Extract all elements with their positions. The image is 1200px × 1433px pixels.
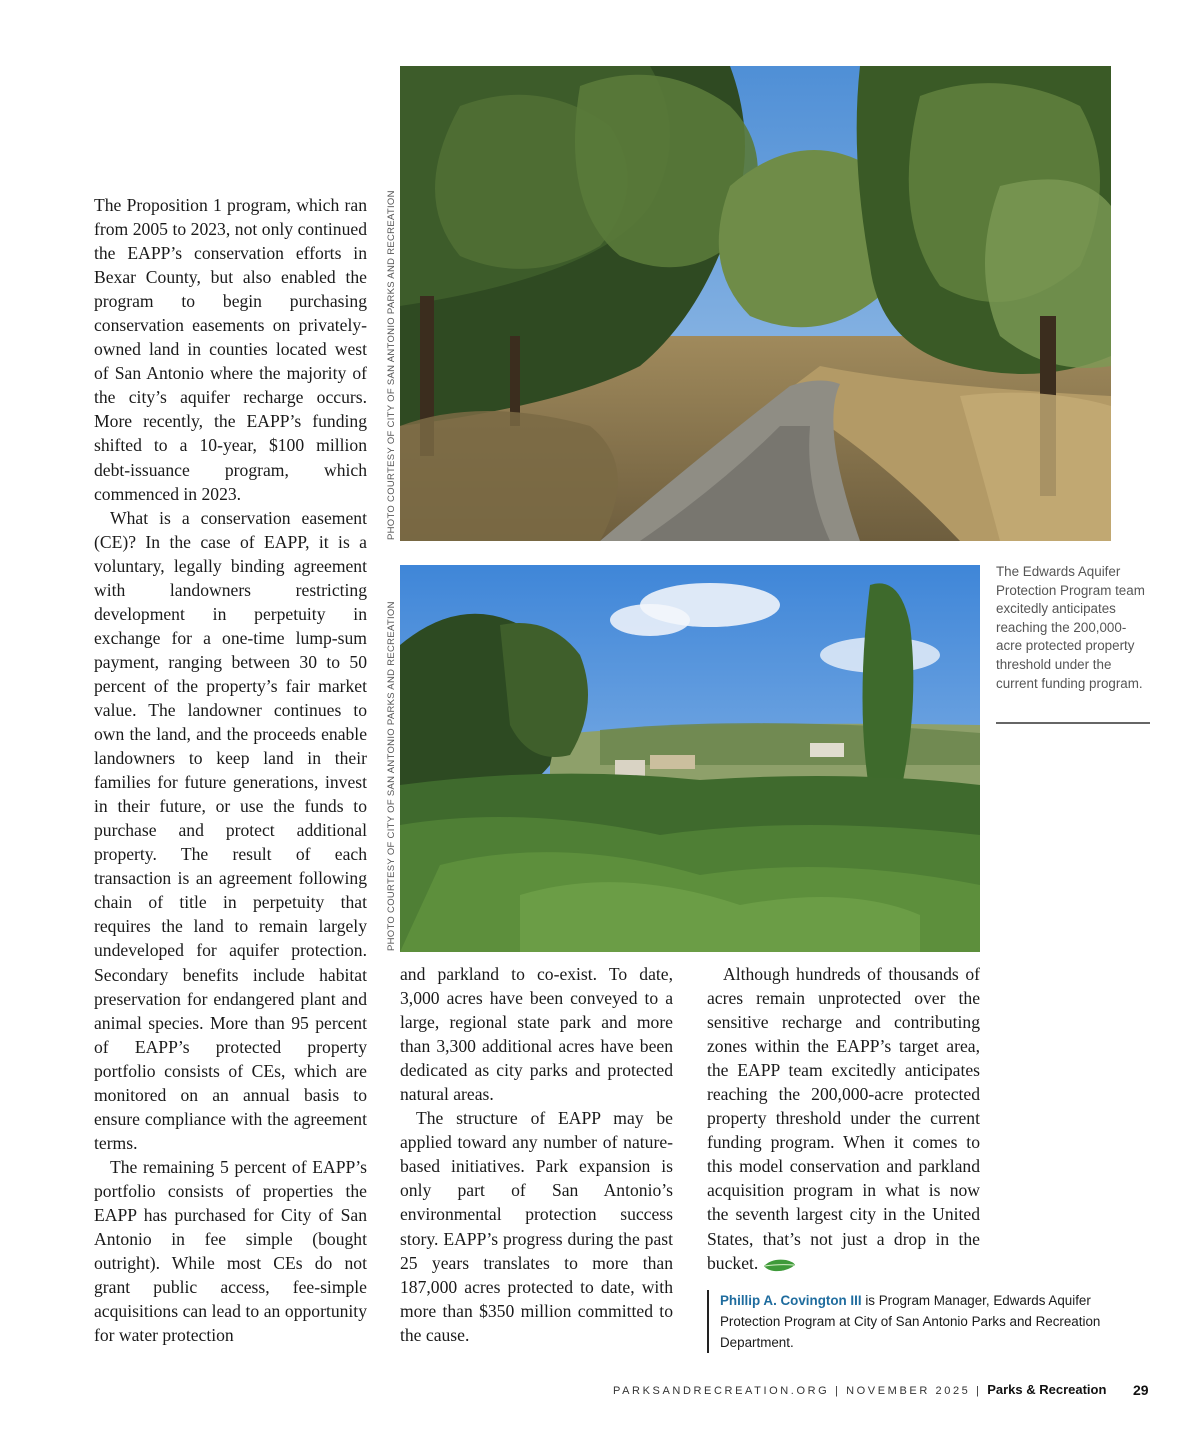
author-name: Phillip A. Covington III [720,1293,862,1308]
trail-photo [400,66,1111,541]
author-bio [707,1290,1127,1353]
photo-caption: The Edwards Aquifer Protection Program team excitedly anticipates reaching the 200,000-acre protected property threshold under the current funding program. [996,564,1145,691]
paragraph-text: Although hundreds of thousands of acres remain unprotected over the sensitive recharge and contributing zones within the EAPP’s target area, the EAPP team excitedly anticipates reaching the 200,000-acre protected property threshold under the current funding program. When it comes to this model conservation and parkland acquisition program in what is now the seventh largest city in the United States, that’s not just a drop in the bucket. [707,964,980,1273]
paragraph: The structure of EAPP may be applied toward any number of nature-based initiatives. Park expansion is only part of San Antonio’s environmental protection success story. EAPP’s progress during the past 25 years translates to more than 187,000 acres protected to date, with more than $350 million committed to the cause. [400,1108,673,1345]
page-number: 29 [1133,1382,1149,1398]
author-bio-text: is Program Manager, Edwards Aquifer Protection Program at City of San Antonio Parks and Recreation Department. [720,1293,1101,1350]
footer-separator: | [970,1385,988,1397]
footer-site: PARKSANDRECREATION.ORG [613,1385,830,1397]
article-column-2 [400,962,673,1347]
paragraph: The remaining 5 percent of EAPP’s portfolio consists of properties the EAPP has purchased for City of San Antonio in fee simple (bought outright). While most CEs do not grant public access, fee-simple acquisitions can lead to an opportunity for water protection [94,1156,367,1346]
footer-issue: NOVEMBER 2025 [846,1385,971,1397]
paragraph: The Proposition 1 program, which ran from 2005 to 2023, not only continued the EAPP’s conservation efforts in Bexar County, but also enabled the program to begin purchasing conservation easements on privately-owned land in counties located west of San Antonio where the majority of the city’s aquifer recharge occurs. More recently, the EAPP’s funding shifted to a 10-year, $100 million debt-issuance program, which commenced in 2023. [94,195,367,504]
paragraph [707,962,980,1275]
article-column-1 [94,193,367,1347]
hill-country-photo [400,565,980,952]
footer-magazine: Parks & Recreation [987,1382,1107,1397]
article-column-3 [707,962,980,1275]
photo-credit: PHOTO COURTESY OF CITY OF SAN ANTONIO PARKS AND RECREATION [386,190,397,540]
paragraph: What is a conservation easement (CE)? In the case of EAPP, it is a voluntary, legally binding agreement with landowners restricting development in perpetuity in exchange for a one-time lump-sum payment, ranging between 30 to 50 percent of the property’s fair market value. The landowner continues to own the land, and the proceeds enable landowners to keep land in their families for future generations, invest in their future, or use the funds to purchase and protect additional property. The result of each transaction is an agreement following chain of title in perpetuity that requires the land to remain largely undeveloped for aquifer protection. Secondary benefits include habitat preservation for endangered plant and animal species. More than 95 percent of EAPP’s protected property portfolio consists of CEs, which are monitored on an annual basis to ensure compliance with the agreement terms. [94,507,367,1153]
leaf-icon [762,1257,796,1273]
paragraph: and parkland to co-exist. To date, 3,000 acres have been conveyed to a large, regional state park and more than 3,300 additional acres have been dedicated as city parks and protected natural areas. [400,964,673,1105]
caption-rule [996,722,1150,724]
page-footer [613,1382,1106,1397]
photo-credit: PHOTO COURTESY OF CITY OF SAN ANTONIO PARKS AND RECREATION [386,601,397,951]
footer-separator: | [829,1385,847,1397]
